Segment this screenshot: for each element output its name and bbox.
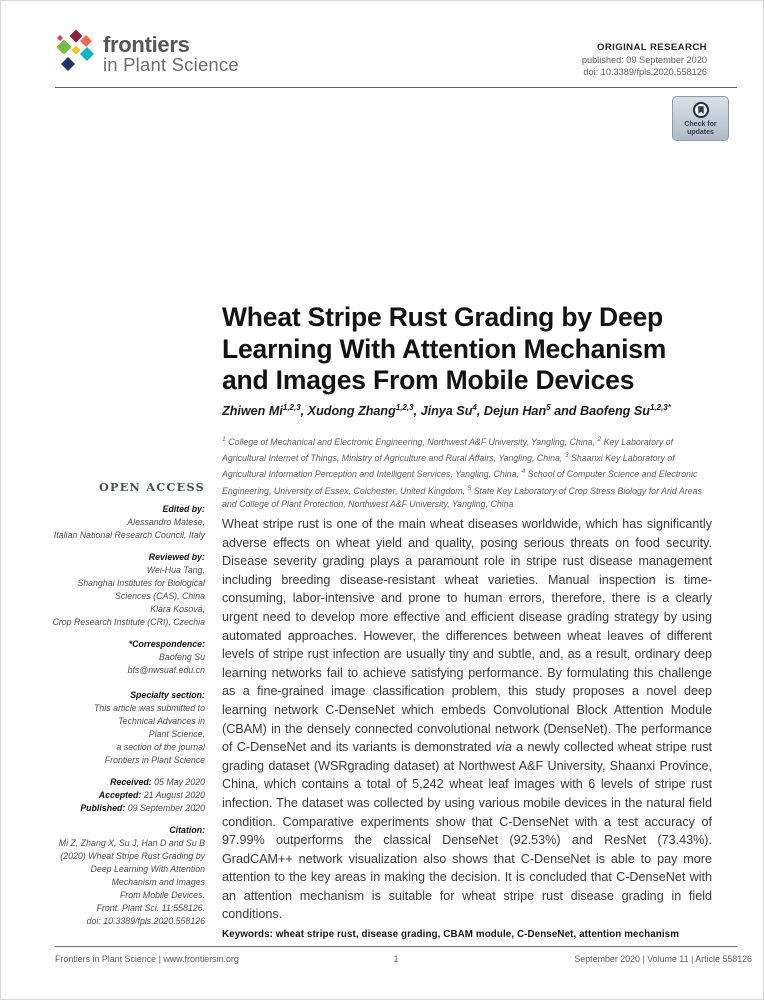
abstract-text: Wheat stripe rust is one of the main wheat diseases worldwide, which has significantly adverse effects on wheat yield and quality, posing serious threats on food security. Disease severity grading plays a paramount role in stripe rust disease management including breeding disease-resistant wheat varieties. Manual inspection is time-consuming, labor-intensive and prone to human errors, therefore, there is a clearly urgent need to develop more effective and efficient disease grading strategy by using automated approaches. However, the differences between wheat leaves of different levels of stripe rust infection are usually tiny and subtle, and, as a result, ordinary deep learning networks fail to achieve satisfying performance. By formulating this challenge as a fine-grained image classification problem, this study proposes a novel deep learning network C-DenseNet which embeds Convolutional Block Attention Module (CBAM) in the densely connected convolutional network (DenseNet). The performance of C-DenseNet and its variants is demonstrated via a newly collected wheat stripe rust grading dataset (WSRgrading dataset) at Northwest A&F University, Shaanxi Province, China, which contains a total of 5,242 wheat leaf images with 6 levels of stripe rust infection. The dataset was collected by using various mobile devices in the natural field condition. Comparative experiments show that C-DenseNet with a test accuracy of 97.99% outperforms the classical DenseNet (92.53%) and ResNet (73.43%). GradCAM++ network visualization also shows that C-DenseNet is able to pay more attention to the key areas in making the decision. It is concluded that C-DenseNet with an attention mechanism is suitable for wheat stripe rust disease grading in field conditions. bbox=[222, 517, 713, 922]
check-for-updates-label: Check for updates bbox=[684, 120, 717, 136]
logo-text bbox=[103, 27, 239, 75]
edited-by-block: Edited by: Alessandro Matese, Italian National Research Council, Italy bbox=[53, 504, 205, 540]
page-title: Wheat Stripe Rust Grading by Deep Learning With Attention Mechanism and Images From Mobile Devices bbox=[222, 302, 667, 395]
footer-journal-url[interactable]: Frontiers in Plant Science | www.frontiersin.org bbox=[55, 954, 239, 964]
logo-subtitle: in Plant Science bbox=[103, 54, 239, 75]
footer-divider bbox=[55, 946, 737, 947]
correspondence-block: *Correspondence: Baofeng Su bfs@nwsuaf.edu.cn bbox=[50, 638, 205, 677]
reviewed-by-block: Reviewed by: Wei-Hua Tang, Shanghai Institutes for Biological Sciences (CAS), China Klára Kosová, Crop Research Institute (CRI), Czechia bbox=[52, 552, 205, 627]
footer-page-number: 1 bbox=[393, 954, 399, 964]
check-for-updates-button[interactable] bbox=[672, 96, 729, 141]
keywords-line: Keywords: wheat stripe rust, disease grading, CBAM module, C-DenseNet, attention mechanism bbox=[222, 929, 680, 940]
article-info-sidebar bbox=[50, 480, 205, 928]
crossmark-icon bbox=[692, 101, 710, 119]
author: Baofeng $Su^{1,2,3*}$ bbox=[579, 403, 671, 419]
published-date: published: 09 September 2020 bbox=[581, 55, 707, 65]
author-line bbox=[222, 403, 714, 418]
correspondence-email[interactable]: bfs@nwsuaf.edu.cn bbox=[127, 665, 205, 675]
frontiers-cubes-icon bbox=[55, 27, 97, 79]
frontiers-logo bbox=[55, 27, 239, 79]
footer-issue-info: September 2020 | Volume 11 | Article 558126 bbox=[574, 954, 752, 964]
header-divider bbox=[55, 87, 737, 88]
doi-text[interactable]: doi: 10.3389/fpls.2020.558126 bbox=[583, 67, 707, 77]
citation-block: Citation: Mi Z, Zhang X, Su J, Han D and Su B (2020) Wheat Stripe Rust Grading by Deep Learning With Attention Mechanism and Images From Mobile Devices. Front. Plant Sci. 11:558126. doi: 10.3389/fpls.2020.558126 bbox=[58, 825, 205, 926]
affiliations: $^1$ College of Mechanical and Electronic Engineering, Northwest A&F University, Yangling, China, $^2$ Key Laboratory of Agricultural Internet of Things, Ministry of Agriculture and Rural Affairs, Yangling, China, $^3$ Shaanxi Key Laboratory of Agricultural Information Perception and Intelligent Services, Yangling, China, $^4$ School of Computer Science and Electronic Engineering, University of Essex, Colchester, United Kingdom, $^5$ State Key Laboratory of Crop Stress Biology for Arid Areas and College of Plant Protection, Northwest A&F University, Yangling, China bbox=[222, 436, 702, 509]
specialty-section-block: Specialty section: This article was submitted to Technical Advances in Plant Science, a section of the journal Frontiers in Plant Science bbox=[94, 690, 205, 765]
header-meta bbox=[582, 42, 707, 77]
author: Jinya Su$^4$, bbox=[420, 403, 484, 419]
author: Zhiwen Mi$^{1,2,3}$, bbox=[222, 403, 308, 419]
logo-title: frontiers bbox=[103, 32, 190, 57]
open-access-label: OPEN ACCESS bbox=[98, 480, 205, 494]
article-type-label: ORIGINAL RESEARCH bbox=[596, 42, 707, 53]
author: Xudong Zhang$^{1,2,3}$, bbox=[307, 403, 421, 419]
author: Dejun Han$^5$ and bbox=[483, 403, 580, 419]
dates-block: Received: 05 May 2020 Accepted: 21 August 2020 Published: 09 September 2020 bbox=[80, 777, 205, 813]
